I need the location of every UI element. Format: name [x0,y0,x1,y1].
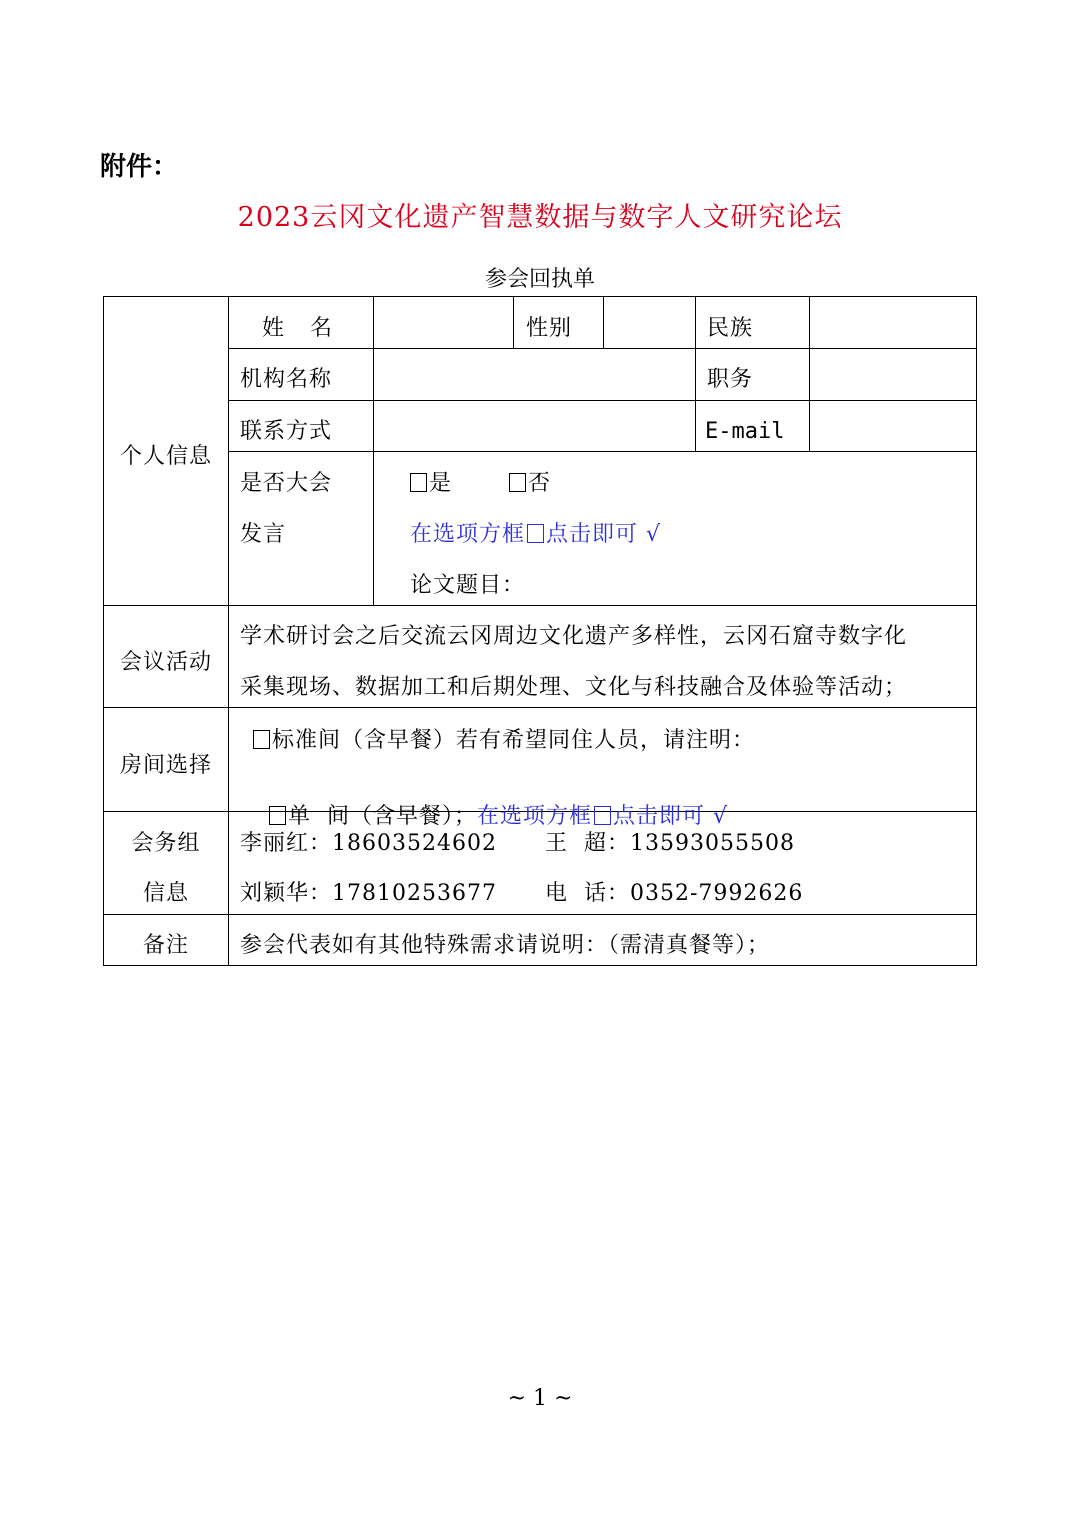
speaker-option-yes[interactable] [410,471,452,497]
speaker-hint [410,522,661,548]
staff-contact-2: 王 超：13593055508 [545,831,795,856]
remarks-label: 备注 [142,933,189,958]
hint-suffix: 点击即可 √ [546,522,662,547]
room-hint [477,804,728,829]
room-option-standard-label: 标准间（含早餐）若有希望同住人员，请注明： [272,728,756,753]
ethnicity-label: 民族 [707,316,754,341]
page-number: ~ 1 ~ [507,1386,573,1411]
checkbox-icon[interactable] [509,473,526,492]
hint-suffix: 点击即可 √ [613,804,729,829]
form-subtitle: 参会回执单 [484,267,595,292]
name-field[interactable] [383,302,511,344]
ethnicity-field[interactable] [815,302,970,344]
paper-title-label: 论文题目： [410,573,526,598]
gender-label: 性别 [526,316,573,341]
staff-contact-4: 电 话：0352-7992626 [545,881,804,906]
checkbox-icon [527,524,544,543]
checkbox-icon [594,806,611,825]
option-yes-label: 是 [429,471,453,496]
email-field[interactable] [815,406,970,448]
organization-label: 机构名称 [240,367,333,392]
contact-label: 联系方式 [240,419,333,444]
staff-label-line2: 信息 [142,881,189,906]
speaker-label-line2: 发言 [240,522,287,547]
position-label: 职务 [707,367,754,392]
hint-prefix: 在选项方框 [410,522,526,547]
email-label: E-mail [705,419,785,444]
staff-label-line1: 会务组 [131,831,201,856]
contact-field[interactable] [383,406,688,448]
speaker-option-no[interactable] [509,471,551,497]
room-option-standard[interactable] [253,728,755,754]
gender-field[interactable] [610,302,690,344]
speaker-label-line1: 是否大会 [240,471,333,496]
remarks-text: 参会代表如有其他特殊需求请说明：（需清真餐等）； [240,933,771,958]
checkbox-icon[interactable] [269,806,286,825]
staff-contact-1: 李丽红：18603524602 [240,831,497,856]
position-field[interactable] [815,354,970,396]
activity-text-line1: 学术研讨会之后交流云冈周边文化遗产多样性，云冈石窟寺数字化 [240,624,908,649]
activity-text-line2: 采集现场、数据加工和后期处理、文化与科技融合及体验等活动； [240,675,908,700]
personal-info-label: 个人信息 [119,444,212,469]
staff-contact-3: 刘颖华：17810253677 [240,881,497,906]
organization-field[interactable] [383,354,688,396]
name-label: 姓 名 [262,316,336,341]
hint-prefix: 在选项方框 [477,804,593,829]
option-no-label: 否 [528,471,552,496]
room-option-single-label: 单 间（含早餐）； [288,804,477,829]
activity-label: 会议活动 [119,650,212,675]
room-option-single[interactable] [253,778,728,830]
room-label: 房间选择 [119,753,212,778]
page-title: 2023云冈文化遗产智慧数据与数字人文研究论坛 [237,202,843,233]
checkbox-icon[interactable] [410,473,427,492]
checkbox-icon[interactable] [253,730,270,749]
attachment-label: 附件： [100,152,179,182]
